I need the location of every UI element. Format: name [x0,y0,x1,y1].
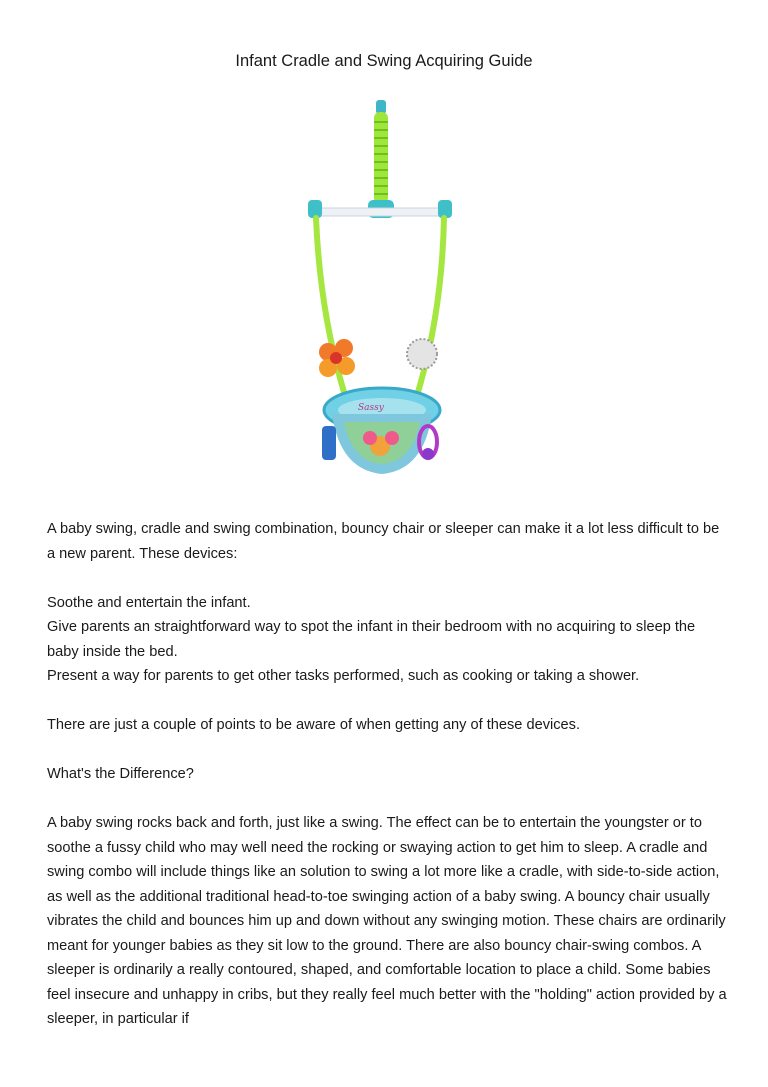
seat-label: Sassy [358,403,384,413]
awareness-paragraph: There are just a couple of points to be aware of when getting any of these devices. [47,717,580,733]
section-heading-difference: What's the Difference? [47,766,194,782]
list-item: Give parents an straightforward way to spot the infant in their bedroom with no acquiring to sleep the baby inside the bed. [47,619,696,660]
page-title: Infant Cradle and Swing Acquiring Guide [235,52,533,70]
list-item: Soothe and entertain the infant. [47,594,251,611]
list-item: Present a way for parents to get other tasks performed, such as cooking or taking a shower. [47,668,640,684]
intro-paragraph: A baby swing, cradle and swing combination, bouncy chair or sleeper can make it a lot less difficult to be a new parent. These devices: [47,521,720,562]
difference-paragraph: A baby swing rocks back and forth, just like a swing. The effect can be to entertain the youngster or to soothe a fussy child who may well need the rocking or swaying action to get him to sleep. A cradle and swing combo will include things like an solution to swing a lot more like a cradle, with side-to-side action, as well as the additional traditional head-to-toe swinging action of a baby swing. A bouncy chair usually vibrates the child and bounces him up and down without any swinging motion. These chairs are ordinarily meant for younger babies as they sit low to the ground. There are also bouncy chair-swing combos. A sleeper is ordinarily a really contoured, shaped, and comfortable location to place a child. Some babies feel insecure and unhappy in cribs, but they really feel much better with the "holding" action provided by a sleeper, in particular if [47,815,727,1027]
document-body [47,517,727,1056]
benefits-list [47,591,727,689]
baby-jumper-icon [300,92,460,492]
